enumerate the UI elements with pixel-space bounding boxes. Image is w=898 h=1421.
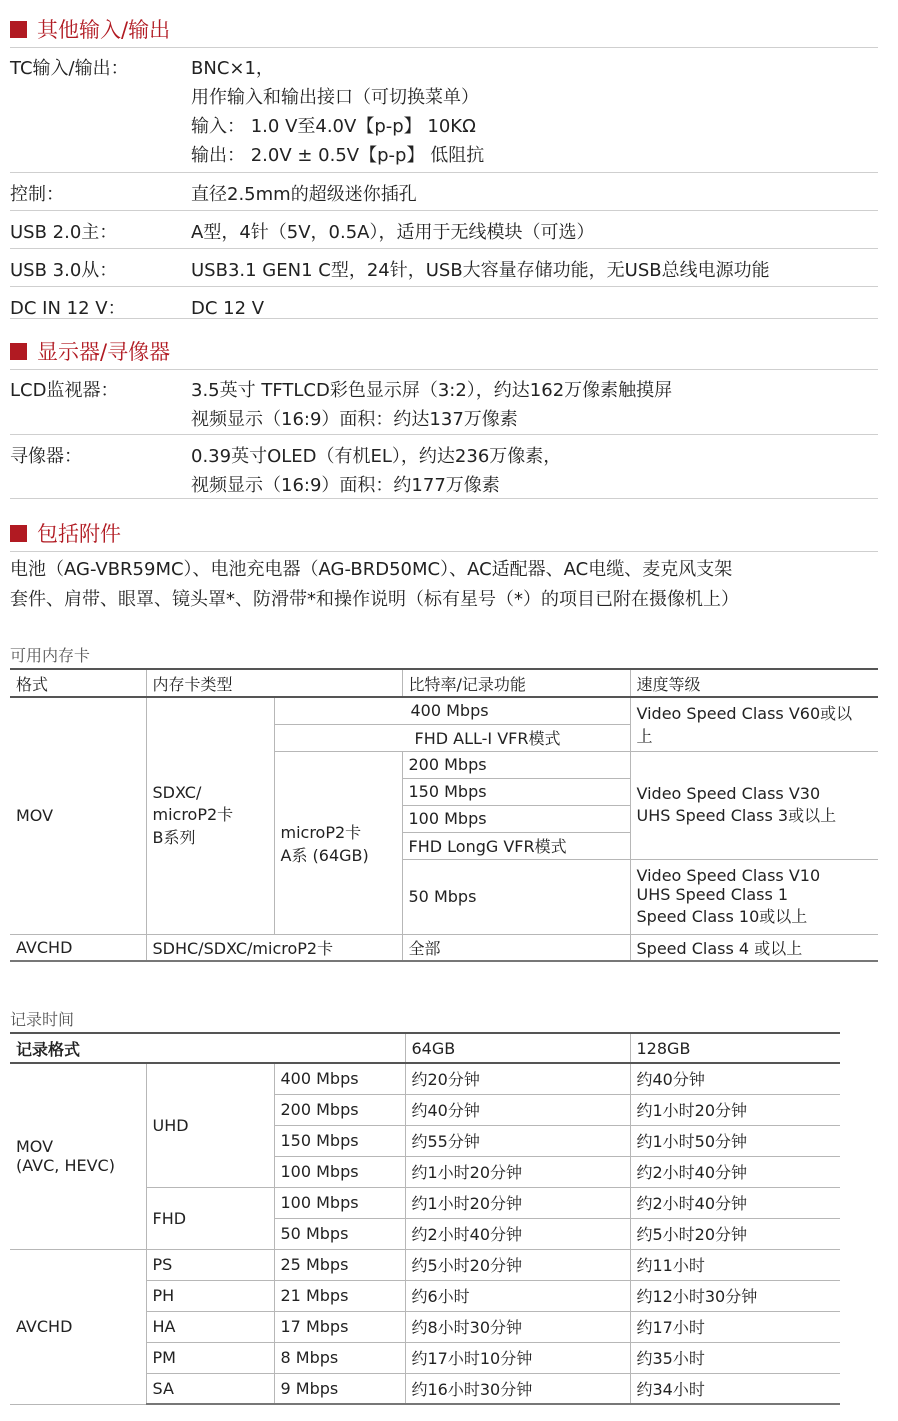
spec-line: 视频显示（16:9）面积：约177万像素 <box>191 475 500 496</box>
cell-line: UHS Speed Class 3或以上 <box>636 806 837 825</box>
rate-cell: 21 Mbps <box>274 1280 405 1311</box>
card-type-a-cell <box>274 751 402 934</box>
time-64gb-cell: 约1小时20分钟 <box>405 1156 630 1187</box>
cell-line: 上 <box>636 727 653 747</box>
spec-row-usb2 <box>10 212 878 249</box>
column-header: 64GB <box>405 1033 630 1063</box>
resolution-cell: FHD <box>146 1187 274 1249</box>
table-caption: 记录时间 <box>10 1010 75 1029</box>
spec-line: A型，4针（5V，0.5A），适用于无线模块（可选） <box>191 222 595 243</box>
column-header: 格式 <box>10 669 146 697</box>
spec-line: 输入： 1.0 V至4.0V【p-p】 10KΩ <box>191 116 476 137</box>
table-row <box>10 934 878 961</box>
rate-cell: FHD ALL-I VFR模式 <box>274 724 630 751</box>
time-128gb-cell: 约1小时20分钟 <box>630 1094 840 1125</box>
section-header-accessories <box>10 518 121 548</box>
rate-cell: 100 Mbps <box>274 1187 405 1218</box>
speed-cell: Speed Class 4 或以上 <box>630 934 878 961</box>
format-cell <box>10 1063 146 1249</box>
square-bullet-icon <box>10 343 27 360</box>
cell-line: microP2卡 <box>152 805 234 825</box>
rate-cell: 400 Mbps <box>274 697 630 724</box>
cell-line: Video Speed Class V60或以 <box>636 704 853 724</box>
table-row <box>10 1249 840 1280</box>
mode-cell: SA <box>146 1373 274 1404</box>
spec-label: DC IN 12 V： <box>10 298 126 319</box>
record-time-table <box>10 1032 840 1405</box>
mode-cell: PS <box>146 1249 274 1280</box>
cell-line: Video Speed Class V10 <box>636 866 821 885</box>
spec-row-lcd <box>10 370 878 435</box>
rate-cell: FHD LongG VFR模式 <box>402 832 630 859</box>
square-bullet-icon <box>10 525 27 542</box>
time-64gb-cell: 约5小时20分钟 <box>405 1249 630 1280</box>
mode-cell: PH <box>146 1280 274 1311</box>
spec-label: USB 2.0主： <box>10 222 118 243</box>
time-64gb-cell: 约2小时40分钟 <box>405 1218 630 1249</box>
spec-line: DC 12 V <box>191 298 265 319</box>
spec-value <box>191 180 417 209</box>
card-type-cell <box>146 697 274 934</box>
time-128gb-cell: 约35小时 <box>630 1342 840 1373</box>
time-128gb-cell: 约2小时40分钟 <box>630 1187 840 1218</box>
card-type-cell: SDHC/SDXC/microP2卡 <box>146 934 402 961</box>
time-64gb-cell: 约20分钟 <box>405 1063 630 1094</box>
time-128gb-cell: 约11小时 <box>630 1249 840 1280</box>
spec-label: USB 3.0从： <box>10 260 118 281</box>
memory-card-table <box>10 668 878 962</box>
cell-line: UHS Speed Class 1 <box>636 885 789 904</box>
section-title: 其他输入/输出 <box>37 18 171 42</box>
spec-line: 用作输入和输出接口（可切换菜单） <box>191 87 479 108</box>
spec-value <box>191 54 484 170</box>
speed-cell <box>630 859 878 934</box>
format-cell: MOV <box>10 697 146 934</box>
cell-line: Speed Class 10或以上 <box>636 907 808 926</box>
mode-cell: HA <box>146 1311 274 1342</box>
speed-cell <box>630 697 878 751</box>
format-cell: AVCHD <box>10 1249 146 1404</box>
spec-row-control <box>10 174 878 211</box>
rate-cell: 150 Mbps <box>274 1125 405 1156</box>
section-header-display <box>10 336 170 366</box>
column-header: 比特率/记录功能 <box>402 669 630 697</box>
cell-line: B系列 <box>152 828 196 848</box>
rate-cell: 50 Mbps <box>274 1218 405 1249</box>
time-128gb-cell: 约17小时 <box>630 1311 840 1342</box>
format-cell: AVCHD <box>10 934 146 961</box>
cell-line: microP2卡 <box>280 822 362 842</box>
spec-value <box>191 256 770 285</box>
time-64gb-cell: 约1小时20分钟 <box>405 1187 630 1218</box>
accessories-line: 电池（AG-VBR59MC）、电池充电器（AG-BRD50MC）、AC适配器、AC电缆、麦克风支架 <box>10 559 733 580</box>
table-row <box>10 1063 840 1094</box>
spec-value <box>191 376 672 434</box>
speed-cell <box>630 751 878 859</box>
time-128gb-cell: 约12小时30分钟 <box>630 1280 840 1311</box>
cell-line: (AVC, HEVC) <box>16 1156 115 1176</box>
spec-value <box>191 442 561 500</box>
time-128gb-cell: 约40分钟 <box>630 1063 840 1094</box>
rate-cell: 400 Mbps <box>274 1063 405 1094</box>
divider <box>10 551 878 552</box>
section-title: 包括附件 <box>37 522 121 546</box>
rate-cell: 200 Mbps <box>274 1094 405 1125</box>
rate-cell: 100 Mbps <box>402 805 630 832</box>
spec-line: USB3.1 GEN1 C型，24针，USB大容量存储功能，无USB总线电源功能 <box>191 260 770 281</box>
spec-label: 控制： <box>10 184 64 205</box>
column-header: 速度等级 <box>630 669 878 697</box>
column-header: 记录格式 <box>10 1033 405 1063</box>
spec-row-tc <box>10 48 878 173</box>
spec-line: 视频显示（16:9）面积：约达137万像素 <box>191 409 518 430</box>
spec-line: 直径2.5mm的超级迷你插孔 <box>191 184 417 205</box>
rate-cell: 100 Mbps <box>274 1156 405 1187</box>
table-header-row <box>10 1033 840 1063</box>
spec-line: BNC×1， <box>191 58 274 79</box>
spec-label: LCD监视器： <box>10 380 119 401</box>
table-row <box>10 697 878 724</box>
rate-cell: 25 Mbps <box>274 1249 405 1280</box>
rate-cell: 150 Mbps <box>402 778 630 805</box>
time-64gb-cell: 约8小时30分钟 <box>405 1311 630 1342</box>
spec-label: TC输入/输出： <box>10 58 129 79</box>
table-caption: 可用内存卡 <box>10 646 91 665</box>
spec-row-dcin <box>10 288 878 319</box>
cell-line: Video Speed Class V30 <box>636 784 821 803</box>
rate-cell: 8 Mbps <box>274 1342 405 1373</box>
time-64gb-cell: 约40分钟 <box>405 1094 630 1125</box>
mode-cell: PM <box>146 1342 274 1373</box>
column-header: 128GB <box>630 1033 840 1063</box>
spec-row-viewfinder <box>10 436 878 499</box>
cell-line: A系 (64GB) <box>280 845 369 865</box>
time-64gb-cell: 约16小时30分钟 <box>405 1373 630 1404</box>
spec-line: 3.5英寸 TFTLCD彩色显示屏（3:2），约达162万像素触摸屏 <box>191 380 673 401</box>
spec-value <box>191 294 264 323</box>
section-header-io <box>10 14 170 44</box>
spec-line: 0.39英寸OLED（有机EL），约达236万像素， <box>191 446 562 467</box>
square-bullet-icon <box>10 21 27 38</box>
spec-row-usb3 <box>10 250 878 287</box>
resolution-cell: UHD <box>146 1063 274 1187</box>
cell-line: MOV <box>16 1137 54 1157</box>
section-title: 显示器/寻像器 <box>37 340 171 364</box>
rate-cell: 全部 <box>402 934 630 961</box>
accessories-text <box>10 555 878 615</box>
rate-cell: 9 Mbps <box>274 1373 405 1404</box>
time-128gb-cell: 约5小时20分钟 <box>630 1218 840 1249</box>
time-64gb-cell: 约17小时10分钟 <box>405 1342 630 1373</box>
accessories-line: 套件、肩带、眼罩、镜头罩*、防滑带*和操作说明（标有星号（*）的项目已附在摄像机上） <box>10 589 739 610</box>
rate-cell: 50 Mbps <box>402 859 630 934</box>
time-64gb-cell: 约6小时 <box>405 1280 630 1311</box>
spec-line: 输出： 2.0V ± 0.5V【p-p】 低阻抗 <box>191 145 485 166</box>
spec-label: 寻像器： <box>10 446 82 467</box>
cell-line: SDXC/ <box>152 783 202 803</box>
column-header: 内存卡类型 <box>146 669 402 697</box>
table-header-row <box>10 669 878 697</box>
time-128gb-cell: 约34小时 <box>630 1373 840 1404</box>
time-128gb-cell: 约1小时50分钟 <box>630 1125 840 1156</box>
rate-cell: 17 Mbps <box>274 1311 405 1342</box>
time-128gb-cell: 约2小时40分钟 <box>630 1156 840 1187</box>
time-64gb-cell: 约55分钟 <box>405 1125 630 1156</box>
rate-cell: 200 Mbps <box>402 751 630 778</box>
spec-value <box>191 218 594 247</box>
